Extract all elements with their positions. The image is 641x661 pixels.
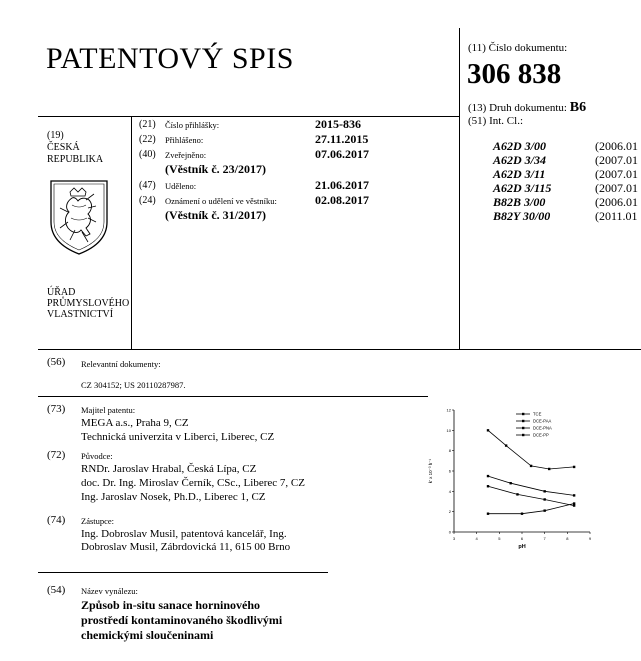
data-point — [543, 490, 545, 492]
coat-of-arms-icon — [48, 178, 110, 256]
divider-agent — [38, 572, 328, 573]
biblio-label: Zveřejněno: — [165, 150, 207, 160]
biblio-note: (Věstník č. 23/2017) — [165, 162, 266, 176]
x-tick-label: 9 — [588, 536, 592, 541]
legend-label: DCE-PNA — [533, 425, 552, 431]
y-tick-label: 10 — [446, 427, 451, 433]
office-line2: PRŮMYSLOVÉHO — [47, 298, 130, 309]
cl-year: (2006.01 — [595, 139, 638, 153]
cl-code: B82B 3/00 — [493, 195, 546, 209]
y-tick-label: 4 — [448, 488, 451, 494]
cl-year: (2011.01 — [595, 209, 638, 223]
divider-vertical-left — [131, 117, 132, 349]
legend-marker — [522, 420, 524, 422]
y-tick-label: 2 — [448, 509, 451, 515]
data-point — [487, 475, 489, 477]
data-point — [548, 468, 550, 470]
owner-line: MEGA a.s., Praha 9, CZ — [81, 417, 189, 429]
legend-marker — [522, 427, 524, 429]
agent-line: Dobroslav Musil, Zábrdovická 11, 615 00 Brno — [81, 541, 291, 553]
data-point — [487, 485, 489, 487]
country-code-num: (19) — [47, 130, 64, 141]
biblio-num: (21) — [139, 119, 156, 130]
title-label: Název vynálezu: — [81, 586, 138, 596]
agent-num: (74) — [47, 514, 66, 526]
biblio-value: 07.06.2017 — [315, 147, 369, 161]
legend-marker — [522, 434, 524, 436]
agent-line: Ing. Dobroslav Musil, patentová kancelář, Ing. — [81, 528, 287, 540]
y-tick-label: 8 — [448, 448, 451, 454]
series-line — [488, 476, 574, 495]
biblio-note: (Věstník č. 31/2017) — [165, 208, 266, 222]
legend-marker — [522, 413, 524, 415]
legend-label: DCE-PP — [533, 432, 549, 438]
invention-title-line: chemickými sloučeninami — [81, 628, 214, 642]
biblio-label: Uděleno: — [165, 181, 197, 191]
int-cl-label: (51) Int. Cl.: — [468, 115, 523, 127]
cl-year: (2006.01 — [595, 195, 638, 209]
doc-number: 306 838 — [467, 58, 562, 90]
cl-code: A62D 3/11 — [493, 167, 546, 181]
reaction-rate-chart — [420, 400, 605, 550]
doc-number-label: (11) Číslo dokumentu: — [468, 42, 568, 54]
invention-title-line: prostředí kontaminovaného škodlivými — [81, 613, 283, 627]
inventor-line: Ing. Jaroslav Nosek, Ph.D., Liberec 1, CZ — [81, 491, 266, 503]
owner-label: Majitel patentu: — [81, 405, 136, 415]
legend-label: DCE-PAA — [533, 418, 552, 424]
doc-kind: B6 — [569, 100, 587, 115]
inventors-num: (72) — [47, 449, 66, 461]
x-tick-label: 8 — [566, 536, 569, 541]
invention-title-line: Způsob in-situ sanace horninového — [81, 598, 261, 612]
series-line — [488, 504, 574, 514]
owner-num: (73) — [47, 403, 66, 415]
biblio-num: (24) — [139, 195, 156, 206]
y-tick-label: 0 — [448, 529, 451, 535]
divider-relevant — [38, 396, 428, 397]
biblio-value: 27.11.2015 — [315, 132, 369, 146]
biblio-value: 02.08.2017 — [315, 193, 369, 207]
y-axis-label: k' x 10⁻³ h⁻¹ — [428, 458, 433, 484]
relevant-num: (56) — [47, 356, 66, 368]
cl-year: (2007.01 — [595, 181, 638, 195]
owner-line: Technická univerzita v Liberci, Liberec, CZ — [81, 431, 275, 443]
agent-label: Zástupce: — [81, 516, 115, 526]
cl-code: A62D 3/34 — [493, 153, 547, 167]
biblio-num: (47) — [139, 180, 156, 191]
data-point — [573, 504, 575, 506]
country-line1: ČESKÁ — [47, 142, 80, 153]
document-title: PATENTOVÝ SPIS — [46, 42, 294, 75]
data-point — [521, 513, 523, 515]
x-tick-label: 3 — [452, 536, 456, 541]
inventor-line: RNDr. Jaroslav Hrabal, Česká Lípa, CZ — [81, 463, 257, 475]
country-line2: REPUBLIKA — [47, 154, 104, 165]
data-point — [509, 482, 511, 484]
relevant-label: Relevantní dokumenty: — [81, 359, 161, 369]
data-point — [543, 509, 545, 511]
biblio-num: (22) — [139, 134, 156, 145]
legend-label: TCE — [533, 411, 542, 417]
biblio-label: Číslo přihlášky: — [165, 120, 220, 130]
biblio-value: 21.06.2017 — [315, 178, 369, 192]
data-point — [573, 494, 575, 496]
data-point — [505, 444, 507, 446]
x-tick-label: 6 — [520, 536, 524, 541]
x-axis-label: pH — [518, 544, 526, 550]
divider-main — [38, 349, 641, 350]
title-num: (54) — [47, 584, 66, 596]
inventor-line: doc. Dr. Ing. Miroslav Černík, CSc., Liberec 7, CZ — [81, 477, 305, 489]
y-tick-label: 12 — [446, 407, 451, 413]
office-line3: VLASTNICTVÍ — [47, 309, 114, 320]
divider-header — [38, 116, 459, 117]
y-tick-label: 6 — [448, 468, 451, 474]
series-line — [488, 430, 574, 469]
biblio-value: 2015-836 — [315, 117, 361, 131]
cl-code: A62D 3/00 — [493, 139, 547, 153]
data-point — [516, 493, 518, 495]
biblio-num: (40) — [139, 149, 156, 160]
series-line — [488, 486, 574, 505]
x-tick-label: 4 — [475, 536, 478, 541]
cl-year: (2007.01 — [595, 167, 638, 181]
data-point — [487, 429, 489, 431]
cl-code: B82Y 30/00 — [493, 209, 551, 223]
biblio-label: Přihlášeno: — [165, 135, 204, 145]
cl-year: (2007.01 — [595, 153, 638, 167]
inventors-label: Původce: — [81, 451, 113, 461]
data-point — [543, 498, 545, 500]
doc-kind-label: (13) Druh dokumentu: — [468, 102, 567, 114]
relevant-value: CZ 304152; US 20110287987. — [81, 380, 186, 390]
data-point — [487, 513, 489, 515]
data-point — [530, 465, 532, 467]
data-point — [573, 466, 575, 468]
cl-code: A62D 3/115 — [493, 181, 552, 195]
office-line1: ÚŘAD — [47, 287, 76, 298]
x-tick-label: 5 — [498, 536, 501, 541]
x-tick-label: 7 — [543, 536, 546, 541]
biblio-label: Oznámení o udělení ve věstníku: — [165, 196, 277, 206]
divider-vertical-right — [459, 28, 460, 349]
doc-kind-row — [468, 100, 586, 116]
